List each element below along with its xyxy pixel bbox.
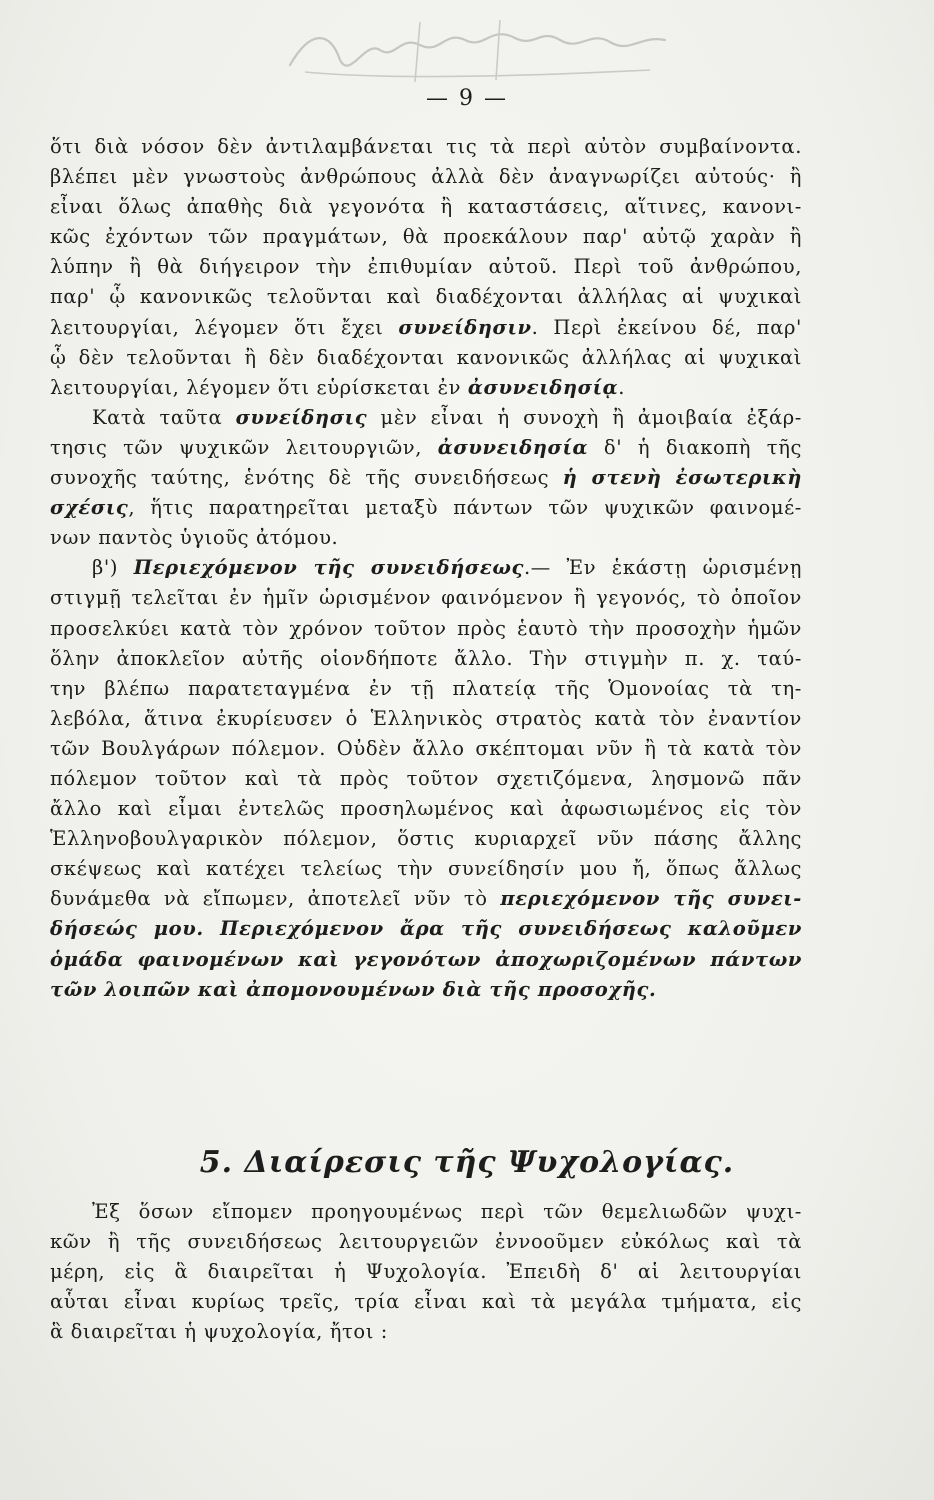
emphasized-term: ὁμάδα φαινομένων καὶ γεγονότων ἀποχωριζομένων πάντων xyxy=(50,947,802,971)
text-line xyxy=(50,614,802,644)
line-text: λεβόλα, ἅτινα ἐκυρίευσεν ὁ Ἑλληνικὸς στρατὸς κατὰ τὸν ἐναντίον xyxy=(50,706,802,730)
line-text: λειτουργίαι, λέγομεν ὅτι εὑρίσκεται ἐν xyxy=(50,375,468,399)
text-line xyxy=(50,914,802,944)
text-line xyxy=(50,373,802,403)
handwritten-signature xyxy=(270,10,680,90)
text-line xyxy=(50,674,802,704)
line-text: αὗται εἶναι κυρίως τρεῖς, τρία εἶναι καὶ τὰ μεγάλα τμήματα, εἰς xyxy=(50,1290,802,1314)
line-text: σκέψεως καὶ κατέχει τελείως τὴν συνείδησίν μου ἤ, ὅπως ἄλλως xyxy=(50,857,802,881)
line-text: , ἥτις παρατηρεῖται μεταξὺ πάντων τῶν ψυχικῶν φαινομέ- xyxy=(128,496,802,520)
text-line xyxy=(50,222,802,252)
text-line xyxy=(50,1317,802,1347)
line-text: παρ' ᾧ κανονικῶς τελοῦνται καὶ διαδέχονται ἀλλήλας αἱ ψυχικαὶ xyxy=(50,285,802,309)
line-text: δυνάμεθα νὰ εἴπωμεν, ἀποτελεῖ νῦν τὸ xyxy=(50,887,501,911)
text-line xyxy=(50,132,802,162)
text-line xyxy=(50,1197,802,1227)
text-line xyxy=(50,824,802,854)
text-line xyxy=(50,884,802,914)
text-line xyxy=(50,1257,802,1287)
emphasized-term: δήσεώς μου. Περιεχόμενον ἄρα τῆς συνειδήσεως καλοῦμεν xyxy=(50,917,802,941)
text-line xyxy=(50,854,802,884)
text-line xyxy=(50,794,802,824)
text-line xyxy=(50,583,802,613)
line-text: . Περὶ ἐκείνου δέ, παρ' xyxy=(531,315,802,339)
line-text: ἃ διαιρεῖται ἡ ψυχολογία, ἤτοι : xyxy=(50,1320,388,1344)
emphasized-term: ἀσυνειδησίᾳ xyxy=(467,375,619,399)
text-line xyxy=(50,945,802,975)
text-line xyxy=(50,523,802,553)
line-text: κῶς ἐχόντων τῶν πραγμάτων, θὰ προεκάλουν παρ' αὐτῷ χαρὰν ἢ xyxy=(50,225,802,249)
line-text: ὅτι διὰ νόσον δὲν ἀντιλαμβάνεται τις τὰ περὶ αὐτὸν συμβαίνοντα. xyxy=(50,135,802,158)
emphasized-term: περιεχόμενον τῆς συνει- xyxy=(500,887,803,911)
emphasized-term: συνείδησις xyxy=(235,405,368,429)
text-line xyxy=(50,1227,802,1257)
line-text: Ἐξ ὅσων εἴπομεν προηγουμένως περὶ τῶν θεμελιωδῶν ψυχι- xyxy=(92,1200,802,1223)
line-text: εἶναι ὅλως ἀπαθὴς διὰ γεγονότα ἢ καταστάσεις, αἵτινες, κανονι- xyxy=(50,195,802,219)
line-text: νων παντὸς ὑγιοῦς ἀτόμου. xyxy=(50,526,339,550)
line-text: β') xyxy=(92,556,134,580)
emphasized-term: Περιεχόμενον τῆς συνειδήσεως xyxy=(133,556,524,580)
line-text: .— Ἐν ἑκάστῃ ὡρισμένῃ xyxy=(523,556,803,580)
line-text: ᾧ δὲν τελοῦνται ἢ δὲν διαδέχονται κανονικῶς ἀλλήλας αἱ ψυχικαὶ xyxy=(50,345,802,369)
line-text: μὲν εἶναι ἡ συνοχὴ ἢ ἀμοιβαία ἐξάρ- xyxy=(367,405,802,429)
line-text: τησις τῶν ψυχικῶν λειτουργιῶν, xyxy=(50,435,438,459)
section-body-text xyxy=(50,1197,802,1347)
section-heading: 5. Διαίρεσις τῆς Ψυχολογίας. xyxy=(199,1145,735,1180)
line-text: Ἑλληνοβουλγαρικὸν πόλεμον, ὅστις κυριαρχεῖ νῦν πάσης ἄλλης xyxy=(50,827,802,851)
line-text: . xyxy=(618,375,626,399)
emphasized-term: ἡ στενὴ ἐσωτερικὴ xyxy=(562,466,802,490)
line-text: πόλεμον τοῦτον καὶ τὰ πρὸς τοῦτον σχετιζόμενα, λησμονῶ πᾶν xyxy=(50,766,802,790)
page-number: — 9 — xyxy=(426,86,508,111)
text-line xyxy=(50,553,802,583)
emphasized-term: σχέσις xyxy=(50,496,129,520)
text-line xyxy=(50,313,802,343)
line-text: προσελκύει κατὰ τὸν χρόνον τοῦτον πρὸς ἑαυτὸ τὴν προσοχὴν ἡμῶν xyxy=(50,616,802,640)
text-line xyxy=(50,493,802,523)
line-text: Κατὰ ταῦτα xyxy=(92,405,236,429)
text-line xyxy=(50,704,802,734)
body-text xyxy=(50,132,802,1005)
line-text: την βλέπω παρατεταγμένα ἐν τῇ πλατείᾳ τῆς Ὁμονοίας τὰ τη- xyxy=(50,676,802,700)
text-line xyxy=(50,162,802,192)
emphasized-term: συνείδησιν xyxy=(398,315,532,339)
text-line xyxy=(50,343,802,373)
line-text: κῶν ἢ τῆς συνειδήσεως λειτουργειῶν ἐννοοῦμεν εὐκόλως καὶ τὰ xyxy=(50,1230,802,1254)
text-line xyxy=(50,644,802,674)
line-text: λειτουργίαι, λέγομεν ὅτι ἔχει xyxy=(50,315,399,339)
line-text: λύπην ἢ θὰ διήγειρον τὴν ἐπιθυμίαν αὐτοῦ. Περὶ τοῦ ἀνθρώπου, xyxy=(50,255,802,279)
text-line xyxy=(50,734,802,764)
text-line xyxy=(50,403,802,433)
text-line xyxy=(50,463,802,493)
line-text: βλέπει μὲν γνωστοὺς ἀνθρώπους ἀλλὰ δὲν ἀναγνωρίζει αὐτούς· ἢ xyxy=(50,165,802,189)
text-line xyxy=(50,764,802,794)
text-line xyxy=(50,192,802,222)
line-text: τῶν Βουλγάρων πόλεμον. Οὐδὲν ἄλλο σκέπτομαι νῦν ἢ τὰ κατὰ τὸν xyxy=(50,736,802,760)
text-line xyxy=(50,1287,802,1317)
line-text: στιγμῇ τελεῖται ἐν ἡμῖν ὡρισμένον φαινόμενον ἢ γεγονός, τὸ ὁποῖον xyxy=(50,586,802,610)
emphasized-term: ἀσυνειδησία xyxy=(437,435,589,459)
text-line xyxy=(50,252,802,282)
line-text: συνοχῆς ταύτης, ἑνότης δὲ τῆς συνειδήσεως xyxy=(50,466,563,490)
line-text: μέρη, εἰς ἃ διαιρεῖται ἡ Ψυχολογία. Ἐπειδὴ δ' αἱ λειτουργίαι xyxy=(50,1260,802,1284)
text-line xyxy=(50,975,802,1005)
text-line xyxy=(50,282,802,312)
emphasized-term: τῶν λοιπῶν καὶ ἀπομονουμένων διὰ τῆς προσοχῆς. xyxy=(50,977,657,1001)
line-text: δ' ἡ διακοπὴ τῆς xyxy=(588,435,803,459)
line-text: ὅλην ἀποκλεῖον αὐτῆς οἱονδήποτε ἄλλο. Τὴν στιγμὴν π. χ. ταύ- xyxy=(50,646,802,670)
line-text: ἄλλο καὶ εἶμαι ἐντελῶς προσηλωμένος καὶ ἀφωσιωμένος εἰς τὸν xyxy=(50,797,802,821)
text-line xyxy=(50,433,802,463)
